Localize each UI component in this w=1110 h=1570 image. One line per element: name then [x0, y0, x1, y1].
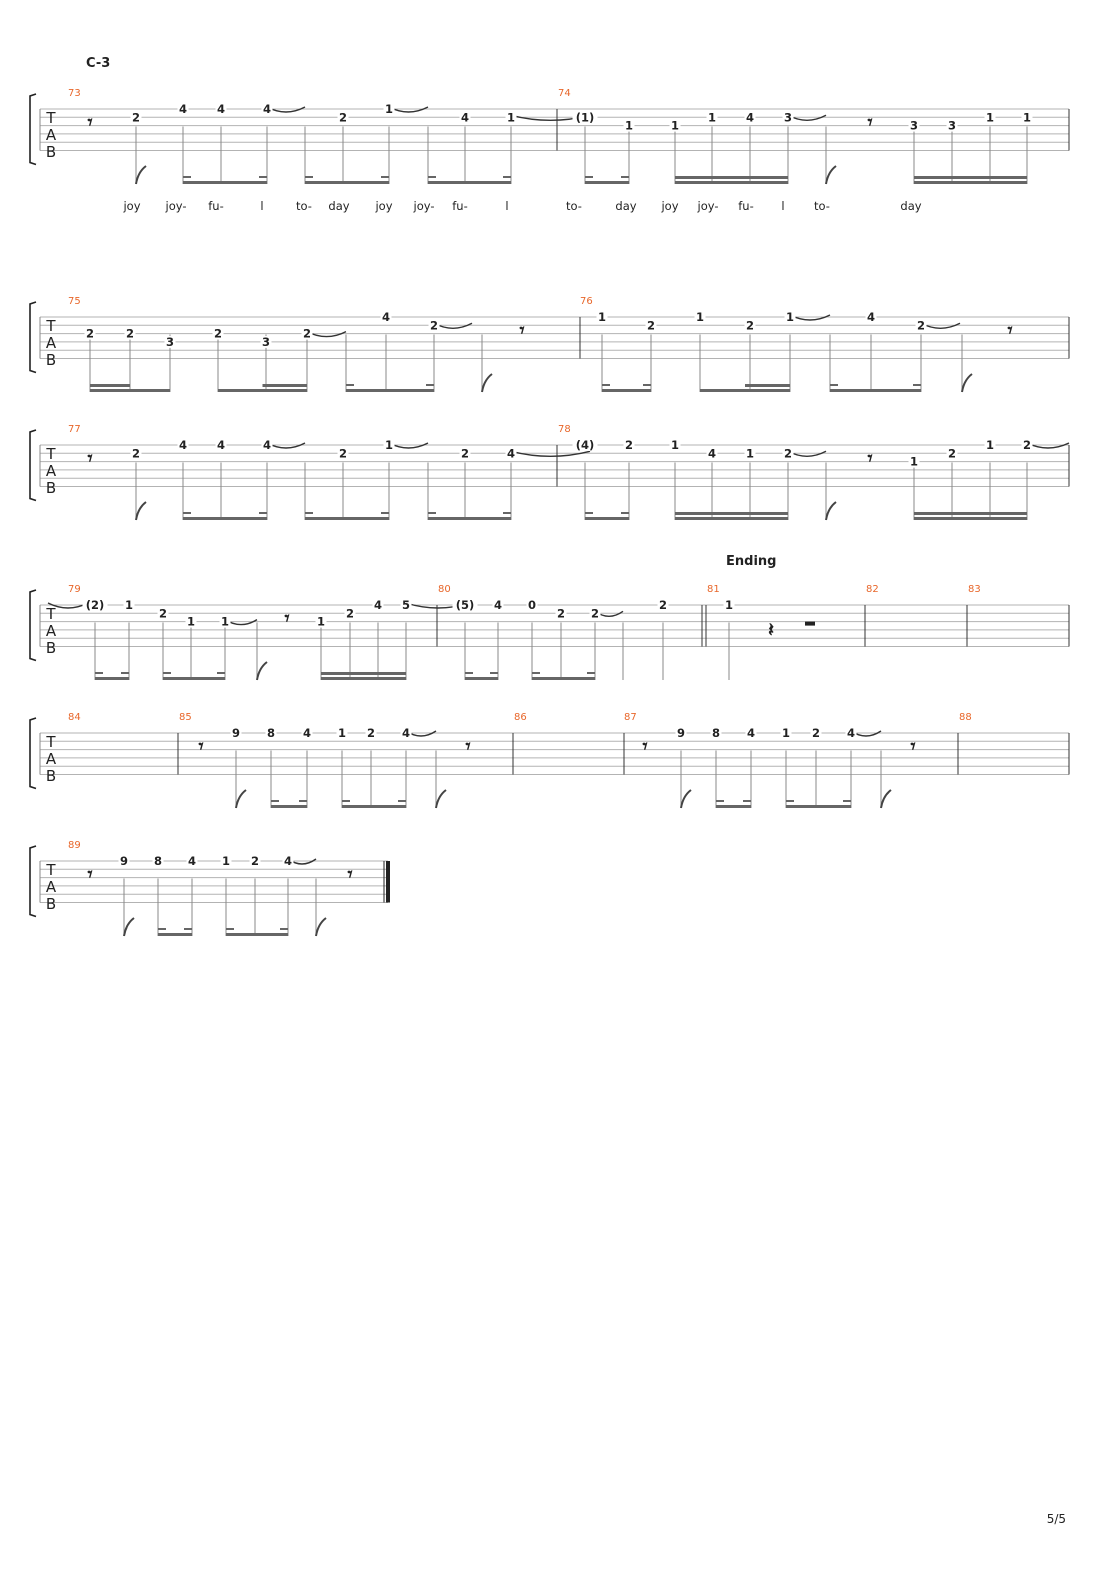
beam-secondary	[914, 512, 1027, 515]
beam-stub	[121, 672, 129, 674]
fret-number: 9	[231, 726, 241, 740]
beam-stub	[587, 672, 595, 674]
beam	[428, 181, 511, 184]
tab-clef-letter: A	[45, 126, 57, 144]
half-rest	[805, 622, 815, 626]
fret-number: 1	[186, 614, 196, 629]
tab-clef-letter: T	[46, 109, 56, 127]
fret-number: 1	[220, 614, 230, 629]
fret-number: 2	[158, 606, 168, 621]
beam	[305, 181, 389, 184]
eighth-flag	[681, 790, 691, 808]
fret-number: (4)	[575, 438, 595, 452]
measure-number: 83	[968, 584, 981, 595]
fret-number: 4	[373, 598, 383, 612]
system-bracket	[30, 302, 36, 373]
measure-number: 78	[558, 424, 571, 435]
measure-number: 81	[707, 584, 720, 595]
measure-number: 76	[580, 296, 593, 307]
fret-number: 2	[811, 726, 821, 740]
fret-number: 2	[646, 318, 656, 333]
lyric-syllable: l	[505, 199, 509, 213]
lyric-syllable: day	[900, 199, 922, 213]
fret-number: 2	[590, 606, 600, 621]
fret-number: (1)	[575, 110, 595, 125]
eighth-rest: 𝄾	[867, 447, 873, 470]
fret-number: 2	[345, 606, 355, 621]
beam	[346, 389, 434, 392]
tab-clef-letter: B	[45, 895, 57, 913]
tab-clef-letter: B	[45, 143, 57, 161]
beam	[218, 389, 307, 392]
fret-number: 1	[384, 102, 394, 116]
fret-number: 4	[746, 726, 756, 740]
beam-stub	[271, 800, 279, 802]
system-bracket	[30, 590, 36, 661]
beam	[914, 181, 1027, 184]
beam	[163, 677, 225, 680]
tab-clef-letter: T	[46, 445, 56, 463]
beam-stub	[602, 384, 610, 386]
quarter-rest: 𝄽	[768, 618, 774, 641]
eighth-flag	[136, 166, 146, 184]
measure-number: 79	[68, 584, 81, 595]
fret-number: 4	[187, 854, 197, 868]
beam-stub	[585, 512, 593, 514]
beam	[602, 389, 651, 392]
fret-number: 9	[676, 726, 686, 740]
beam-stub	[716, 800, 724, 802]
fret-number: 2	[556, 606, 566, 621]
beam-stub	[346, 384, 354, 386]
tab-clef-letter: T	[46, 317, 56, 335]
fret-number: 4	[745, 110, 755, 125]
fret-number: 2	[366, 726, 376, 740]
beam	[786, 805, 851, 808]
beam-secondary	[675, 512, 788, 515]
tab-clef-letter: B	[45, 351, 57, 369]
tab-clef-letter: T	[46, 861, 56, 879]
tab-clef-letter: A	[45, 334, 57, 352]
beam-stub	[305, 176, 313, 178]
fret-number: 1	[221, 854, 231, 868]
lyric-syllable: day	[615, 199, 637, 213]
eighth-rest: 𝄾	[87, 447, 93, 470]
beam-stub	[158, 928, 166, 930]
fret-number: 4	[216, 102, 226, 116]
eighth-rest: 𝄾	[1007, 319, 1013, 342]
measure-number: 80	[438, 584, 451, 595]
fret-number: 4	[381, 310, 391, 324]
lyric-syllable: joy-	[697, 199, 719, 213]
beam-stub	[163, 672, 171, 674]
fret-number: 4	[460, 110, 470, 125]
lyric-syllable: joy	[375, 199, 393, 213]
beam-secondary	[745, 384, 790, 387]
beam-secondary	[90, 384, 130, 387]
measure-number: 88	[959, 712, 972, 723]
system-bracket	[30, 430, 36, 501]
eighth-flag	[962, 374, 972, 392]
fret-number: 5	[401, 598, 411, 612]
fret-number: 2	[460, 446, 470, 461]
fret-number: 4	[283, 854, 293, 868]
beam-stub	[490, 672, 498, 674]
beam-stub	[381, 176, 389, 178]
fret-number: 4	[216, 438, 226, 452]
beam-stub	[183, 176, 191, 178]
fret-number: 4	[846, 726, 856, 740]
measure-number: 84	[68, 712, 81, 723]
fret-number: 1	[1022, 110, 1032, 125]
fret-number: 8	[266, 726, 276, 740]
beam-stub	[95, 672, 103, 674]
beam-secondary	[321, 672, 406, 675]
measure-number: 82	[866, 584, 879, 595]
beam-stub	[426, 384, 434, 386]
beam-stub	[381, 512, 389, 514]
fret-number: 9	[119, 854, 129, 868]
beam-stub	[342, 800, 350, 802]
eighth-flag	[826, 502, 836, 520]
eighth-rest: 𝄾	[87, 111, 93, 134]
lyric-syllable: to-	[296, 199, 312, 213]
tab-clef-letter: A	[45, 622, 57, 640]
beam-stub	[428, 512, 436, 514]
beam-stub	[843, 800, 851, 802]
beam	[183, 181, 267, 184]
beam-stub	[217, 672, 225, 674]
eighth-flag	[482, 374, 492, 392]
fret-number: 4	[302, 726, 312, 740]
tab-clef-letter: A	[45, 878, 57, 896]
beam-stub	[786, 800, 794, 802]
fret-number: 3	[947, 118, 957, 133]
fret-number: 2	[338, 110, 348, 125]
lyric-syllable: day	[328, 199, 350, 213]
fret-number: 1	[909, 454, 919, 469]
fret-number: 4	[262, 438, 272, 452]
fret-number: 1	[707, 110, 717, 125]
fret-number: 1	[624, 118, 634, 133]
fret-number: 1	[597, 310, 607, 324]
lyric-syllable: joy-	[165, 199, 187, 213]
fret-number: 2	[131, 110, 141, 125]
fret-number: 2	[250, 854, 260, 868]
eighth-rest: 𝄾	[198, 735, 204, 758]
tab-clef-letter: B	[45, 479, 57, 497]
beam-secondary	[675, 176, 788, 179]
beam-stub	[621, 176, 629, 178]
fret-number: 1	[316, 614, 326, 629]
fret-number: 1	[124, 598, 134, 612]
eighth-rest: 𝄾	[910, 735, 916, 758]
beam	[90, 389, 170, 392]
lyric-syllable: fu-	[452, 199, 468, 213]
beam	[585, 517, 629, 520]
beam	[716, 805, 751, 808]
beam-stub	[532, 672, 540, 674]
lyric-syllable: fu-	[738, 199, 754, 213]
lyric-syllable: fu-	[208, 199, 224, 213]
fret-number: 2	[131, 446, 141, 461]
beam-secondary	[914, 176, 1027, 179]
beam	[914, 517, 1027, 520]
tab-clef-letter: A	[45, 750, 57, 768]
measure-number: 73	[68, 88, 81, 99]
beam	[158, 933, 192, 936]
beam	[585, 181, 629, 184]
beam	[271, 805, 307, 808]
beam	[700, 389, 790, 392]
fret-number: 4	[493, 598, 503, 612]
beam-stub	[398, 800, 406, 802]
eighth-rest: 𝄾	[87, 863, 93, 886]
fret-number: 4	[707, 446, 717, 461]
beam	[465, 677, 498, 680]
beam	[532, 677, 595, 680]
measure-number: 86	[514, 712, 527, 723]
fret-number: (5)	[455, 598, 475, 612]
system-bracket	[30, 846, 36, 917]
fret-number: 3	[165, 334, 175, 349]
fret-number: 2	[658, 598, 668, 612]
beam-stub	[465, 672, 473, 674]
fret-number: 1	[695, 310, 705, 324]
beam-stub	[743, 800, 751, 802]
fret-number: 2	[338, 446, 348, 461]
fret-number: 1	[745, 446, 755, 461]
fret-number: 4	[866, 310, 876, 324]
fret-number: 0	[527, 598, 537, 612]
fret-number: 2	[85, 326, 95, 341]
fret-number: 4	[401, 726, 411, 740]
beam	[321, 677, 406, 680]
beam	[675, 181, 788, 184]
fret-number: 1	[785, 310, 795, 324]
tab-clef-letter: T	[46, 605, 56, 623]
section-label: Ending	[726, 554, 777, 569]
lyric-syllable: to-	[814, 199, 830, 213]
tab-system-2	[30, 302, 1069, 373]
eighth-flag	[136, 502, 146, 520]
fret-number: 4	[262, 102, 272, 116]
fret-number: 1	[670, 438, 680, 452]
beam-stub	[503, 176, 511, 178]
fret-number: 8	[153, 854, 163, 868]
lyric-syllable: joy	[123, 199, 141, 213]
beam-stub	[503, 512, 511, 514]
eighth-flag	[436, 790, 446, 808]
measure-number: 89	[68, 840, 81, 851]
eighth-flag	[236, 790, 246, 808]
beam	[342, 805, 406, 808]
eighth-flag	[124, 918, 134, 936]
beam	[226, 933, 288, 936]
eighth-flag	[826, 166, 836, 184]
beam-stub	[830, 384, 838, 386]
fret-number: 2	[302, 326, 312, 341]
tab-clef-letter: A	[45, 462, 57, 480]
fret-number: 2	[783, 446, 793, 461]
beam	[183, 517, 267, 520]
eighth-rest: 𝄾	[867, 111, 873, 134]
beam-stub	[621, 512, 629, 514]
lyric-syllable: l	[260, 199, 264, 213]
beam	[95, 677, 129, 680]
fret-number: 2	[916, 318, 926, 333]
lyric-syllable: to-	[566, 199, 582, 213]
lyric-syllable: joy-	[413, 199, 435, 213]
fret-number: 1	[985, 438, 995, 452]
fret-number: 1	[670, 118, 680, 133]
eighth-flag	[316, 918, 326, 936]
tab-clef-letter: T	[46, 733, 56, 751]
beam-stub	[259, 176, 267, 178]
tab-system-6	[30, 846, 388, 917]
beam-stub	[299, 800, 307, 802]
measure-number: 75	[68, 296, 81, 307]
measure-number: 85	[179, 712, 192, 723]
fret-number: 1	[506, 110, 516, 125]
fret-number: (2)	[85, 598, 105, 612]
system-bracket	[30, 718, 36, 789]
beam-stub	[913, 384, 921, 386]
eighth-rest: 𝄾	[465, 735, 471, 758]
fret-number: 4	[178, 438, 188, 452]
fret-number: 3	[909, 118, 919, 133]
fret-number: 2	[213, 326, 223, 341]
tab-clef-letter: B	[45, 767, 57, 785]
fret-number: 2	[125, 326, 135, 341]
eighth-rest: 𝄾	[519, 319, 525, 342]
beam-stub	[183, 512, 191, 514]
measure-number: 74	[558, 88, 571, 99]
eighth-flag	[881, 790, 891, 808]
beam	[428, 517, 511, 520]
beam	[675, 517, 788, 520]
beam-stub	[643, 384, 651, 386]
beam-stub	[280, 928, 288, 930]
fret-number: 2	[429, 318, 439, 333]
eighth-rest: 𝄾	[284, 607, 290, 630]
page-number: 5/5	[1046, 1512, 1066, 1526]
beam-stub	[428, 176, 436, 178]
fret-number: 2	[947, 446, 957, 461]
fret-number: 1	[985, 110, 995, 125]
beam-stub	[226, 928, 234, 930]
fret-number: 2	[1022, 438, 1032, 452]
beam	[830, 389, 921, 392]
fret-number: 3	[783, 110, 793, 125]
eighth-rest: 𝄾	[642, 735, 648, 758]
beam-stub	[305, 512, 313, 514]
system-bracket	[30, 94, 36, 165]
fret-number: 2	[745, 318, 755, 333]
fret-number: 1	[384, 438, 394, 452]
fret-number: 2	[624, 438, 634, 452]
fret-number: 4	[506, 446, 516, 461]
fret-number: 8	[711, 726, 721, 740]
measure-number: 87	[624, 712, 637, 723]
beam-secondary	[263, 384, 308, 387]
beam	[305, 517, 389, 520]
fret-number: 1	[724, 598, 734, 612]
tab-clef-letter: B	[45, 639, 57, 657]
eighth-rest: 𝄾	[347, 863, 353, 886]
fret-number: 4	[178, 102, 188, 116]
fret-number: 1	[337, 726, 347, 740]
eighth-flag	[257, 662, 267, 680]
measure-number: 77	[68, 424, 81, 435]
section-label: C-3	[86, 56, 111, 71]
beam-stub	[585, 176, 593, 178]
fret-number: 1	[781, 726, 791, 740]
beam-stub	[184, 928, 192, 930]
beam-stub	[259, 512, 267, 514]
fret-number: 3	[261, 334, 271, 349]
lyric-syllable: l	[781, 199, 785, 213]
lyric-syllable: joy	[661, 199, 679, 213]
